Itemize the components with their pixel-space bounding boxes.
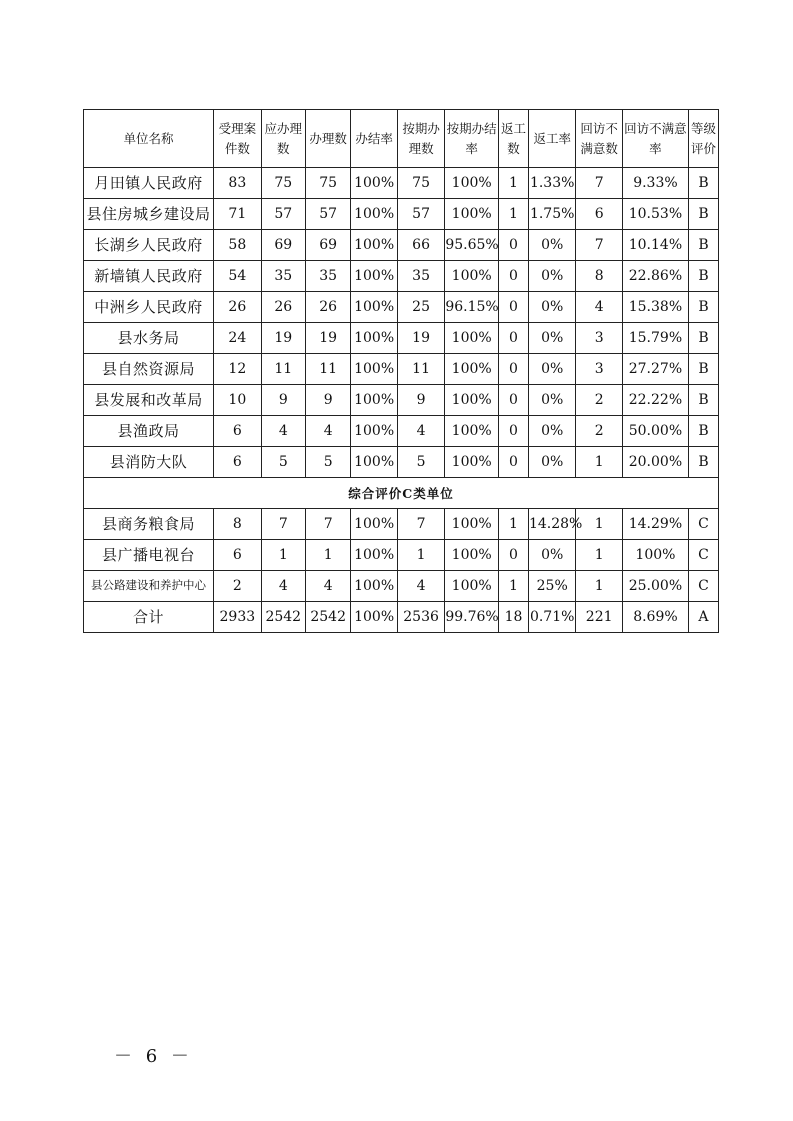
value-cell: 7 [576,230,622,261]
value-cell: 95.65% [445,230,499,261]
value-cell: 25 [397,292,444,323]
value-cell: 54 [214,261,261,292]
value-cell: 26 [261,292,305,323]
table-row [84,230,719,261]
header-rework-rate: 返工率 [528,110,575,168]
unit-name-cell: 县消防大队 [84,447,214,478]
page-number: － 6 － [114,1046,193,1067]
value-cell: 221 [576,602,622,633]
table-row [84,354,719,385]
value-cell: 0% [528,447,575,478]
value-cell: 7 [261,509,305,540]
total-row [84,602,719,633]
value-cell: 0 [499,261,529,292]
value-cell: 1 [499,199,529,230]
value-cell: 19 [305,323,350,354]
value-cell: 100% [351,199,397,230]
value-cell: 4 [397,416,444,447]
unit-name-cell: 县自然资源局 [84,354,214,385]
table-row [84,168,719,199]
value-cell: 26 [214,292,261,323]
value-cell: 1.33% [528,168,575,199]
value-cell: 0 [499,447,529,478]
value-cell: 100% [351,168,397,199]
header-should-handle: 应办理数 [261,110,305,168]
value-cell: 27.27% [622,354,688,385]
unit-name-cell: 县公路建设和养护中心 [84,571,214,602]
table-row [84,447,719,478]
table-row [84,199,719,230]
value-cell: 22.86% [622,261,688,292]
value-cell: 1 [499,509,529,540]
value-cell: 5 [261,447,305,478]
section-c-title: 综合评价C类单位 [84,478,719,509]
value-cell: 1 [499,168,529,199]
value-cell: 2536 [397,602,444,633]
value-cell: 0% [528,230,575,261]
table-row [84,261,719,292]
value-cell: 4 [261,571,305,602]
header-grade: 等级评价 [688,110,718,168]
value-cell: 1 [576,571,622,602]
value-cell: 6 [214,447,261,478]
value-cell: 0% [528,416,575,447]
value-cell: 2 [576,416,622,447]
value-cell: 3 [576,354,622,385]
header-dissatisfied-rate: 回访不满意率 [622,110,688,168]
value-cell: 10.53% [622,199,688,230]
value-cell: 100% [351,602,397,633]
value-cell: 75 [261,168,305,199]
value-cell: 9 [261,385,305,416]
value-cell: 0% [528,540,575,571]
value-cell: 83 [214,168,261,199]
value-cell: 100% [445,509,499,540]
header-on-time-handled: 按期办理数 [397,110,444,168]
table-body [84,168,719,633]
header-handled: 办理数 [305,110,350,168]
value-cell: 0% [528,292,575,323]
value-cell: 4 [305,416,350,447]
value-cell: 99.76% [445,602,499,633]
value-cell: 1 [397,540,444,571]
value-cell: 12 [214,354,261,385]
value-cell: 20.00% [622,447,688,478]
unit-name-cell: 新墙镇人民政府 [84,261,214,292]
value-cell: 100% [445,199,499,230]
value-cell: 8.69% [622,602,688,633]
value-cell: 2542 [261,602,305,633]
value-cell: 1 [576,509,622,540]
header-row [84,110,719,168]
value-cell: 100% [445,447,499,478]
unit-name-cell: 合计 [84,602,214,633]
value-cell: 35 [305,261,350,292]
value-cell: 1 [576,540,622,571]
value-cell: C [688,571,718,602]
header-completion-rate: 办结率 [351,110,397,168]
value-cell: 58 [214,230,261,261]
unit-name-cell: 县住房城乡建设局 [84,199,214,230]
value-cell: 100% [351,323,397,354]
value-cell: 100% [351,230,397,261]
table-row [84,323,719,354]
value-cell: 9 [305,385,350,416]
unit-name-cell: 县水务局 [84,323,214,354]
value-cell: 2542 [305,602,350,633]
value-cell: 0 [499,540,529,571]
value-cell: 66 [397,230,444,261]
value-cell: 9 [397,385,444,416]
value-cell: 19 [397,323,444,354]
value-cell: B [688,354,718,385]
value-cell: 4 [397,571,444,602]
value-cell: 7 [397,509,444,540]
value-cell: C [688,509,718,540]
value-cell: 4 [305,571,350,602]
value-cell: 26 [305,292,350,323]
value-cell: 8 [214,509,261,540]
value-cell: 18 [499,602,529,633]
value-cell: 100% [351,354,397,385]
header-dissatisfied-count: 回访不满意数 [576,110,622,168]
value-cell: 0 [499,292,529,323]
value-cell: 2933 [214,602,261,633]
value-cell: B [688,385,718,416]
unit-name-cell: 县发展和改革局 [84,385,214,416]
value-cell: 100% [351,261,397,292]
value-cell: 0 [499,385,529,416]
value-cell: 50.00% [622,416,688,447]
value-cell: 5 [305,447,350,478]
value-cell: B [688,447,718,478]
unit-name-cell: 月田镇人民政府 [84,168,214,199]
value-cell: B [688,416,718,447]
value-cell: 100% [351,509,397,540]
value-cell: 100% [622,540,688,571]
value-cell: 6 [576,199,622,230]
value-cell: 3 [576,323,622,354]
value-cell: 35 [397,261,444,292]
table-row [84,292,719,323]
unit-name-cell: 中洲乡人民政府 [84,292,214,323]
value-cell: 57 [397,199,444,230]
value-cell: 14.29% [622,509,688,540]
value-cell: B [688,168,718,199]
value-cell: 22.22% [622,385,688,416]
value-cell: 6 [214,416,261,447]
value-cell: 10 [214,385,261,416]
value-cell: 0% [528,323,575,354]
evaluation-table [83,109,719,633]
value-cell: 6 [214,540,261,571]
value-cell: 0.71% [528,602,575,633]
value-cell: 1 [576,447,622,478]
value-cell: 15.79% [622,323,688,354]
value-cell: 1.75% [528,199,575,230]
value-cell: 100% [445,385,499,416]
value-cell: 100% [351,447,397,478]
value-cell: 14.28% [528,509,575,540]
value-cell: 0 [499,354,529,385]
value-cell: B [688,199,718,230]
value-cell: C [688,540,718,571]
value-cell: A [688,602,718,633]
unit-name-cell: 县渔政局 [84,416,214,447]
header-rework-count: 返工数 [499,110,529,168]
value-cell: 57 [261,199,305,230]
value-cell: 2 [576,385,622,416]
value-cell: 9.33% [622,168,688,199]
value-cell: 7 [576,168,622,199]
value-cell: 75 [397,168,444,199]
value-cell: 100% [351,540,397,571]
value-cell: 100% [445,261,499,292]
value-cell: 100% [351,292,397,323]
value-cell: 0% [528,385,575,416]
value-cell: 1 [499,571,529,602]
value-cell: 75 [305,168,350,199]
value-cell: 100% [445,571,499,602]
table-row [84,509,719,540]
value-cell: B [688,292,718,323]
value-cell: 100% [445,168,499,199]
value-cell: 100% [351,571,397,602]
value-cell: 10.14% [622,230,688,261]
value-cell: 25.00% [622,571,688,602]
table-row [84,385,719,416]
value-cell: 11 [261,354,305,385]
value-cell: 100% [445,323,499,354]
value-cell: 0 [499,416,529,447]
value-cell: 100% [445,540,499,571]
value-cell: 35 [261,261,305,292]
value-cell: 0 [499,323,529,354]
value-cell: 57 [305,199,350,230]
value-cell: 25% [528,571,575,602]
value-cell: 0% [528,354,575,385]
value-cell: 4 [576,292,622,323]
value-cell: 96.15% [445,292,499,323]
value-cell: 100% [351,385,397,416]
table-row [84,571,719,602]
unit-name-cell: 长湖乡人民政府 [84,230,214,261]
value-cell: 69 [305,230,350,261]
header-on-time-rate: 按期办结率 [445,110,499,168]
value-cell: 1 [261,540,305,571]
table-row [84,416,719,447]
unit-name-cell: 县商务粮食局 [84,509,214,540]
value-cell: 15.38% [622,292,688,323]
value-cell: 100% [445,354,499,385]
value-cell: 2 [214,571,261,602]
value-cell: 0 [499,230,529,261]
value-cell: 71 [214,199,261,230]
value-cell: 5 [397,447,444,478]
value-cell: 7 [305,509,350,540]
value-cell: B [688,261,718,292]
value-cell: 24 [214,323,261,354]
value-cell: 1 [305,540,350,571]
section-row [84,478,719,509]
header-unit-name: 单位名称 [84,110,214,168]
value-cell: 11 [397,354,444,385]
table-row [84,540,719,571]
value-cell: B [688,323,718,354]
value-cell: 100% [445,416,499,447]
value-cell: 19 [261,323,305,354]
value-cell: 0% [528,261,575,292]
value-cell: B [688,230,718,261]
value-cell: 4 [261,416,305,447]
header-cases-received: 受理案件数 [214,110,261,168]
value-cell: 69 [261,230,305,261]
unit-name-cell: 县广播电视台 [84,540,214,571]
value-cell: 11 [305,354,350,385]
value-cell: 8 [576,261,622,292]
value-cell: 100% [351,416,397,447]
